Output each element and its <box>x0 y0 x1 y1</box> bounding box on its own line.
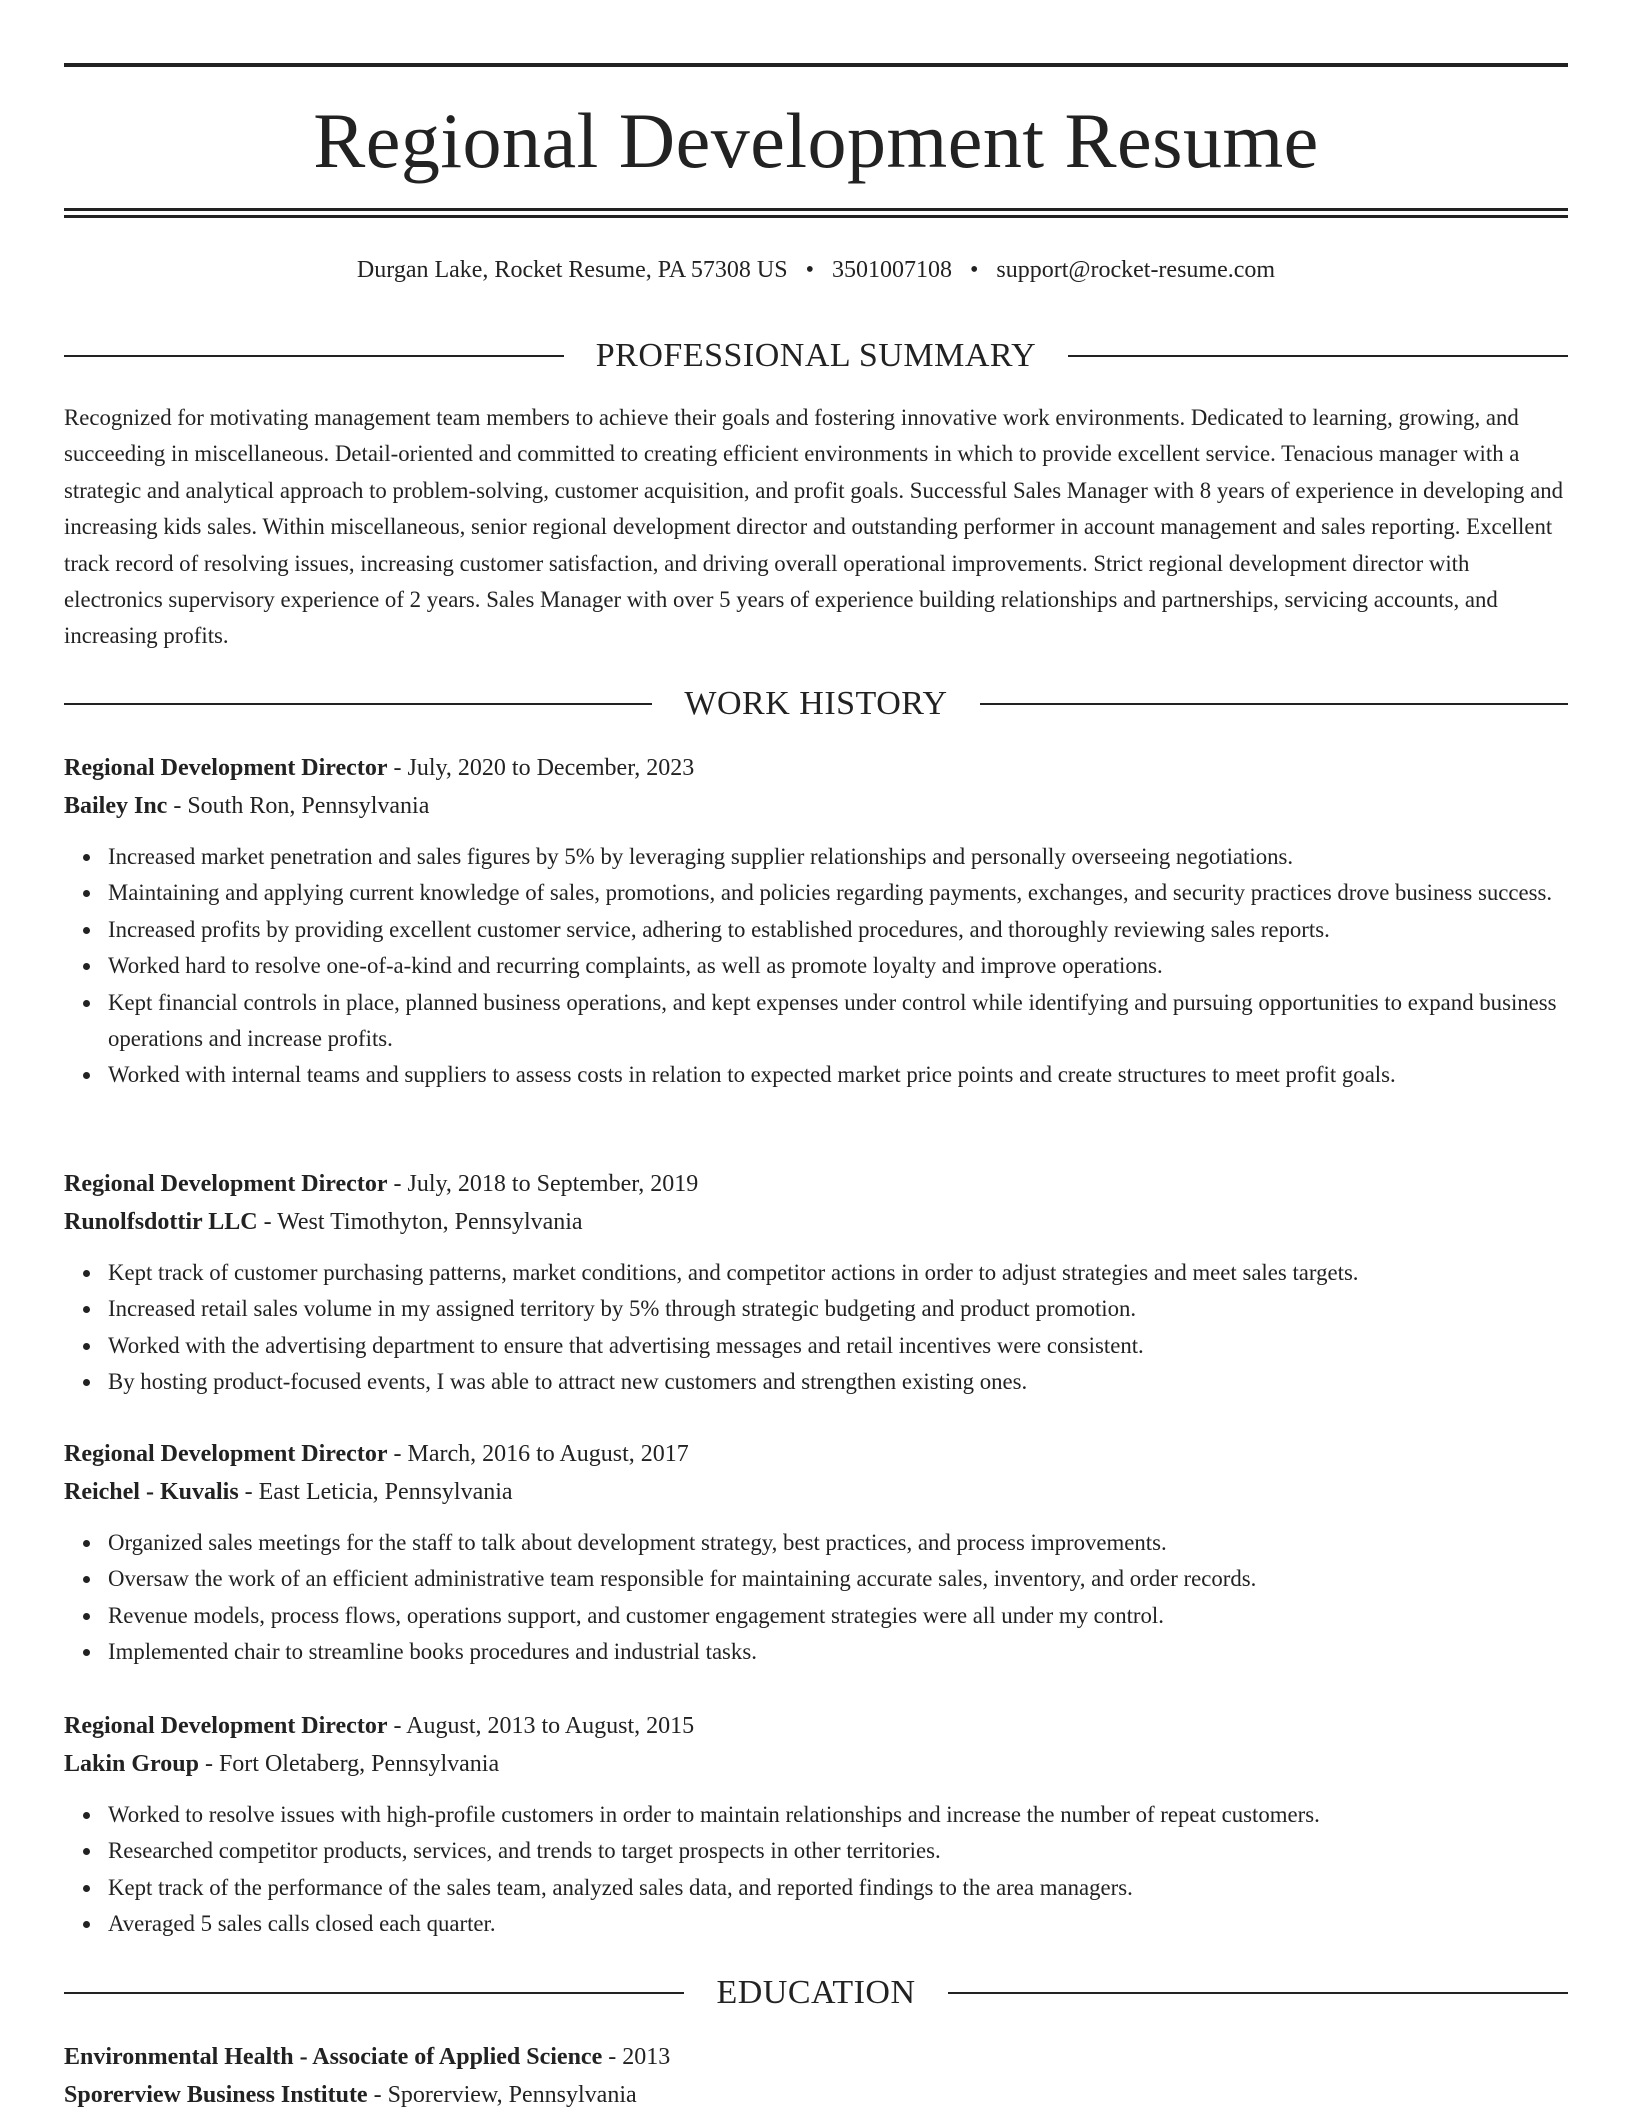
section-heading-education <box>64 1971 1568 2015</box>
heading-rule-left <box>64 355 564 357</box>
section-title: EDUCATION <box>716 1974 916 2011</box>
summary-text: Recognized for motivating management team members to achieve their goals and fostering innovative work environments. Dedicated to learning, growing, and succeeding in miscellaneous. Detail-oriented and committed to creating efficient environments in which to provide excellent service. Tenacious manager with a strategic and analytical approach to problem-solving, customer acquisition, and profit goals. Successful Sales Manager with 8 years of experience in developing and increasing kids sales. Within miscellaneous, senior regional development director and outstanding performer in account management and sales reporting. Excellent track record of resolving issues, increasing customer satisfaction, and driving overall operational improvements. Strict regional development director with electronics supervisory experience of 2 years. Sales Manager with over 5 years of experience building relationships and partnerships, servicing accounts, and increasing profits. <box>64 405 1564 649</box>
heading-rule-right <box>980 703 1568 705</box>
job-bullet: Maintaining and applying current knowledge of sales, promotions, and policies regarding payments, exchanges, and security practices drove business success. <box>108 875 1568 911</box>
job-entry <box>64 1707 1568 1943</box>
job-company-line <box>64 1203 1568 1241</box>
contact-email: support@rocket-resume.com <box>996 257 1276 283</box>
job-bullet: Kept track of the performance of the sales team, analyzed sales data, and reported findings to the area managers. <box>108 1870 1568 1906</box>
job-entry <box>64 1435 1568 1671</box>
education-degree-line <box>64 2038 1568 2076</box>
heading-rule-right <box>948 1992 1568 1994</box>
job-bullet: Increased retail sales volume in my assigned territory by 5% through strategic budgeting and product promotion. <box>108 1291 1568 1327</box>
job-company-line <box>64 1745 1568 1783</box>
title-double-rule <box>64 208 1568 218</box>
job-entry <box>64 749 1568 1094</box>
job-company: Lakin Group <box>64 1751 199 1777</box>
section-heading-work <box>64 682 1568 726</box>
contact-separator: • <box>969 257 979 283</box>
education-degree: Environmental Health - Associate of Applied Science <box>64 2044 603 2070</box>
education-year: - 2013 <box>602 2044 671 2070</box>
heading-rule-left <box>64 1992 684 1994</box>
job-bullet: Oversaw the work of an efficient administrative team responsible for maintaining accurate sales, inventory, and order records. <box>108 1561 1568 1597</box>
job-location: - East Leticia, Pennsylvania <box>238 1479 513 1505</box>
heading-rule-left <box>64 703 652 705</box>
job-bullet: Researched competitor products, services, and trends to target prospects in other territories. <box>108 1833 1568 1869</box>
job-bullet: Worked with the advertising department to ensure that advertising messages and retail incentives were consistent. <box>108 1328 1568 1364</box>
job-bullet: Worked hard to resolve one-of-a-kind and recurring complaints, as well as promote loyalty and improve operations. <box>108 948 1568 984</box>
job-location: - Fort Oletaberg, Pennsylvania <box>198 1751 500 1777</box>
job-bullets <box>64 1525 1568 1671</box>
job-bullet: Organized sales meetings for the staff to talk about development strategy, best practices, and process improvements. <box>108 1525 1568 1561</box>
education-entry <box>64 2038 1568 2114</box>
contact-line <box>64 254 1568 286</box>
job-bullet: Kept track of customer purchasing patterns, market conditions, and competitor actions in order to adjust strategies and meet sales targets. <box>108 1255 1568 1291</box>
job-company: Runolfsdottir LLC <box>64 1209 258 1235</box>
job-bullet: Worked to resolve issues with high-profile customers in order to maintain relationships and increase the number of repeat customers. <box>108 1797 1568 1833</box>
job-title: Regional Development Director <box>64 755 388 781</box>
job-entry <box>64 1165 1568 1401</box>
job-title: Regional Development Director <box>64 1171 388 1197</box>
job-bullet: Revenue models, process flows, operations support, and customer engagement strategies were all under my control. <box>108 1598 1568 1634</box>
job-dates: - July, 2020 to December, 2023 <box>387 755 695 781</box>
job-bullet: Increased market penetration and sales figures by 5% by leveraging supplier relationships and personally overseeing negotiations. <box>108 839 1568 875</box>
section-title: WORK HISTORY <box>684 685 948 722</box>
job-bullets <box>64 839 1568 1094</box>
top-rule <box>64 63 1568 67</box>
job-title-line <box>64 749 1568 787</box>
contact-address: Durgan Lake, Rocket Resume, PA 57308 US <box>356 257 788 283</box>
job-bullet: Kept financial controls in place, planned business operations, and kept expenses under control while identifying and pursuing opportunities to expand business operations and increase profits. <box>108 985 1568 1058</box>
job-bullet: Implemented chair to streamline books procedures and industrial tasks. <box>108 1634 1568 1670</box>
job-bullets <box>64 1255 1568 1401</box>
job-bullet: Worked with internal teams and suppliers to assess costs in relation to expected market price points and create structures to meet profit goals. <box>108 1057 1568 1093</box>
job-company-line <box>64 787 1568 825</box>
job-title-line <box>64 1707 1568 1745</box>
job-dates: - July, 2018 to September, 2019 <box>387 1171 699 1197</box>
section-heading-summary <box>64 334 1568 378</box>
job-title-line <box>64 1435 1568 1473</box>
job-company: Bailey Inc <box>64 793 168 819</box>
job-company-line <box>64 1473 1568 1511</box>
job-title-line <box>64 1165 1568 1203</box>
job-dates: - August, 2013 to August, 2015 <box>387 1713 695 1739</box>
job-title: Regional Development Director <box>64 1713 388 1739</box>
job-bullet: Increased profits by providing excellent customer service, adhering to established procedures, and thoroughly reviewing sales reports. <box>108 912 1568 948</box>
education-location: - Sporerview, Pennsylvania <box>367 2082 637 2108</box>
education-school-line <box>64 2076 1568 2114</box>
job-location: - South Ron, Pennsylvania <box>167 793 430 819</box>
contact-phone: 3501007108 <box>831 257 952 283</box>
section-title: PROFESSIONAL SUMMARY <box>595 337 1037 374</box>
job-company: Reichel - Kuvalis <box>64 1479 239 1505</box>
heading-rule-right <box>1068 355 1568 357</box>
job-bullets <box>64 1797 1568 1943</box>
job-bullet: By hosting product-focused events, I was able to attract new customers and strengthen existing ones. <box>108 1364 1568 1400</box>
contact-separator: • <box>805 257 814 283</box>
document-title: Regional Development Resume <box>313 97 1319 184</box>
job-bullet: Averaged 5 sales calls closed each quarter. <box>108 1906 1568 1942</box>
job-location: - West Timothyton, Pennsylvania <box>257 1209 583 1235</box>
job-dates: - March, 2016 to August, 2017 <box>387 1441 689 1467</box>
education-school: Sporerview Business Institute <box>64 2082 368 2108</box>
job-title: Regional Development Director <box>64 1441 388 1467</box>
